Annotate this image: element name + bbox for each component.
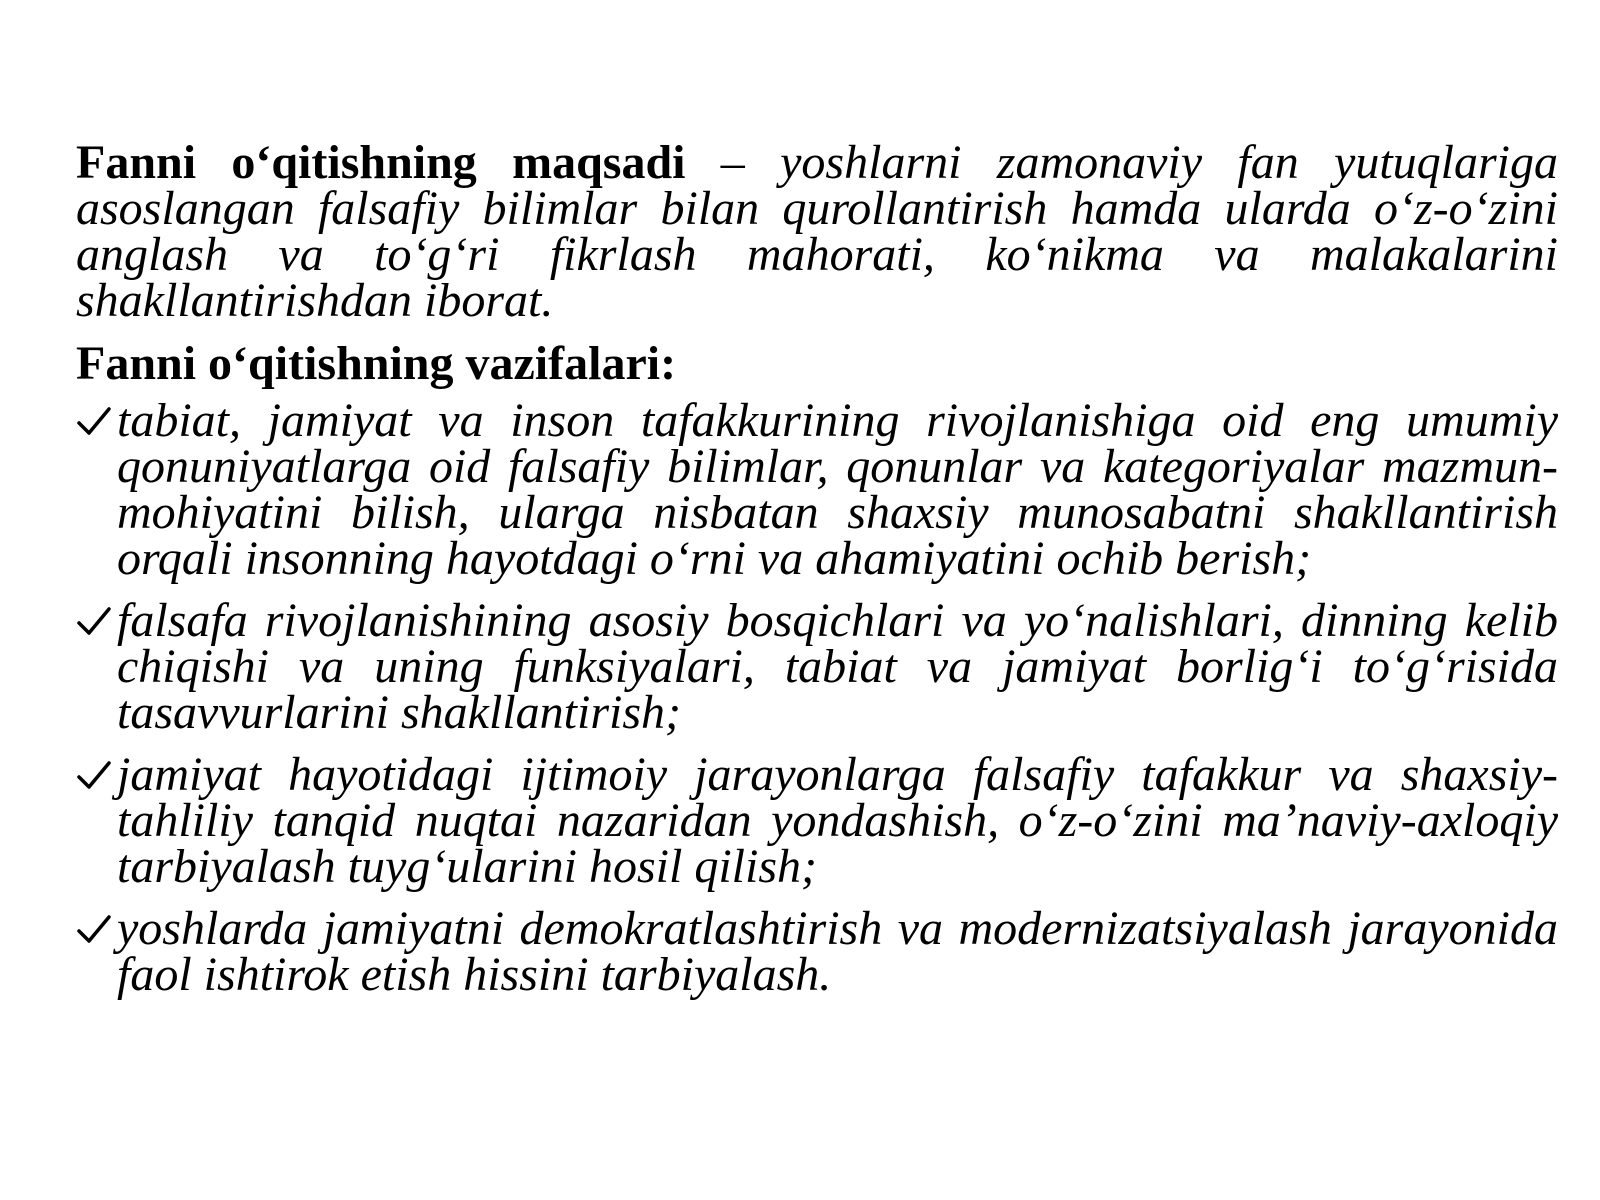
task-item — [76, 594, 1558, 739]
goal-title: Fanni o‘qitishning maqsadi — [76, 136, 686, 189]
task-item — [76, 748, 1558, 893]
task-text: falsafa rivojlanishining asosiy bosqichlari va yo‘nalishlari, dinning kelib chiqishi va uning funksiyalari, tabiat va jamiyat borlig‘i to‘g‘risida tasavvurlarini shakllantirish; — [117, 594, 1558, 739]
task-list — [76, 394, 1558, 1001]
goal-dash: – — [685, 136, 781, 189]
checkmark-icon — [76, 604, 112, 640]
task-item — [76, 394, 1558, 585]
checkmark-icon — [76, 404, 112, 440]
goal-paragraph — [76, 136, 1559, 327]
checkmark-icon — [76, 758, 112, 794]
task-text: yoshlarda jamiyatni demokratlashtirish va modernizatsiyalash jarayonida faol ishtirok etish hissini tarbiyalash. — [117, 902, 1558, 1001]
slide-content — [76, 136, 1559, 1014]
task-text: tabiat, jamiyat va inson tafakkurining rivojlanishiga oid eng umumiy qonuniyatlarga oid falsafiy bilimlar, qonunlar va kategoriyalar mazmun-mohiyatini bilish, ularga nisbatan shaxsiy munosabatni shakllantirish orqali insonning hayotdagi o‘rni va ahamiyatini ochib berish; — [117, 394, 1558, 585]
goal-text: yoshlarni zamonaviy fan yutuqlariga asoslangan falsafiy bilimlar bilan qurollantirish hamda ularda o‘z-o‘zini anglash va to‘g‘ri fikrlash mahorati, ko‘nikma va malakalarini shakllantirishdan iborat. — [76, 136, 1559, 327]
task-text: jamiyat hayotidagi ijtimoiy jarayonlarga falsafiy tafakkur va shaxsiy-tahliliy tanqid nuqtai nazaridan yondashish, o‘z-o‘zini ma’naviy-axloqiy tarbiyalash tuyg‘ularini hosil qilish; — [117, 748, 1558, 893]
checkmark-icon — [76, 912, 112, 948]
task-item — [76, 902, 1558, 1001]
tasks-heading: Fanni o‘qitishning vazifalari: — [76, 337, 677, 390]
